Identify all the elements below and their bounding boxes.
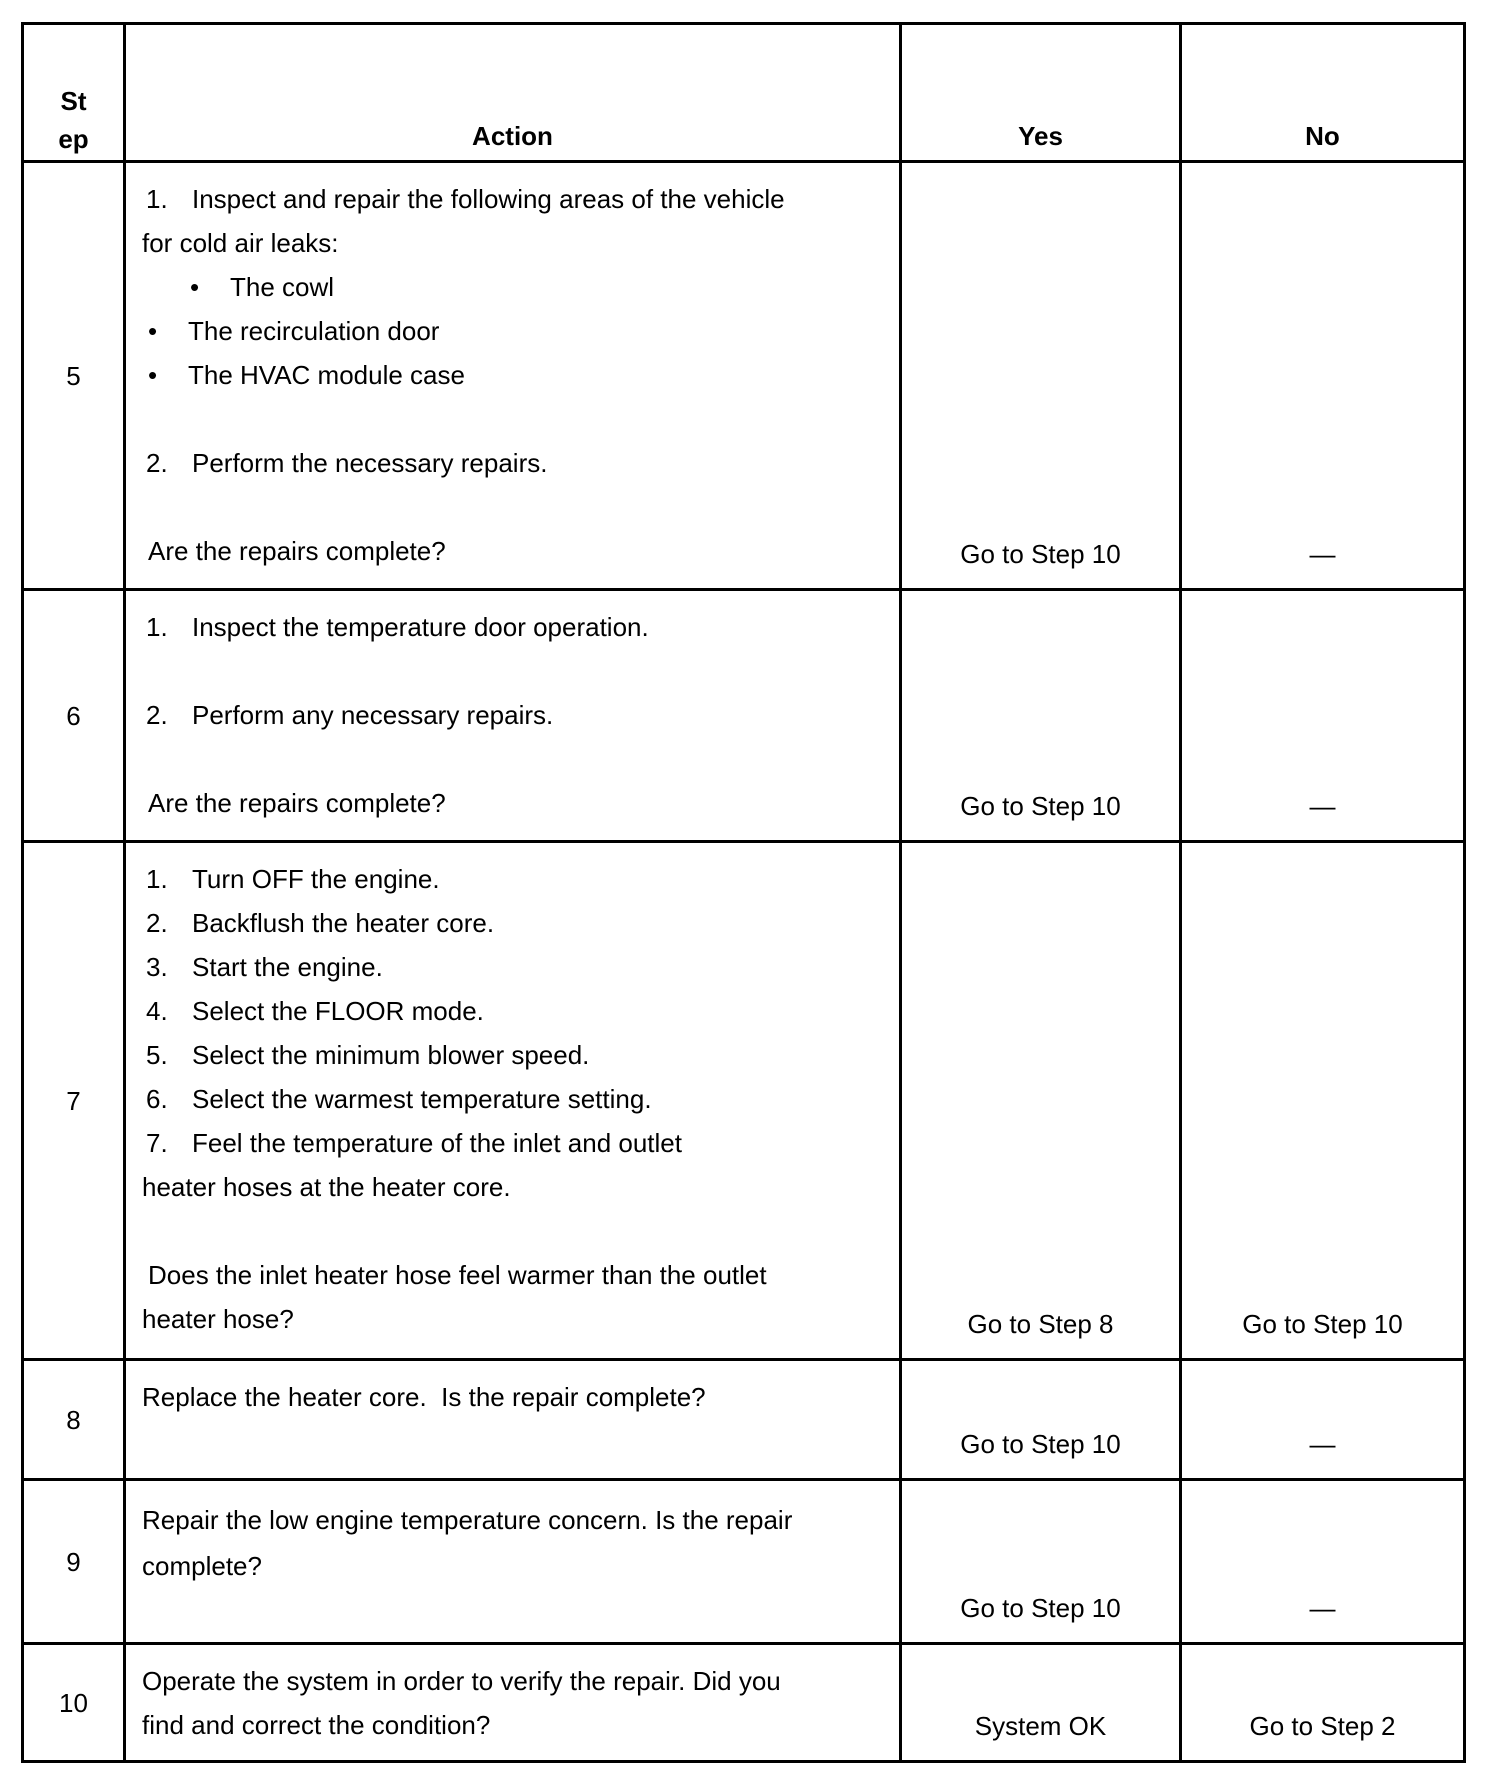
yes-cell: Go to Step 10: [901, 590, 1181, 842]
table-row: [23, 842, 1465, 1360]
action-cell: 1. Inspect and repair the following areas of the vehicle for cold air leaks: • The cowl • The recirculation door • The HVAC module case 2. Perform the necessary repairs. Are the repairs complete?: [125, 162, 901, 590]
question-text-cont: heater hose?: [142, 1304, 294, 1334]
table-row: [23, 1360, 1465, 1480]
action-cell: Replace the heater core. Is the repair complete?: [125, 1360, 901, 1480]
yes-cell: Go to Step 10: [901, 162, 1181, 590]
step-number: 7: [23, 842, 125, 1360]
table-row: [23, 1480, 1465, 1644]
question-text: Are the repairs complete?: [148, 788, 446, 818]
header-no: No: [1181, 24, 1465, 162]
no-cell: Go to Step 2: [1181, 1644, 1465, 1762]
action-cell: Repair the low engine temperature concern. Is the repair complete?: [125, 1480, 901, 1644]
action-cell: 1. Inspect the temperature door operation. 2. Perform any necessary repairs. Are the repairs complete?: [125, 590, 901, 842]
no-cell: —: [1181, 1480, 1465, 1644]
question-text: Are the repairs complete?: [148, 536, 446, 566]
header-row: [23, 24, 1465, 162]
no-cell: Go to Step 10: [1181, 842, 1465, 1360]
step-number: 5: [23, 162, 125, 590]
yes-cell: Go to Step 8: [901, 842, 1181, 1360]
header-yes: Yes: [901, 24, 1181, 162]
action-cell: Operate the system in order to verify the repair. Did you find and correct the condition?: [125, 1644, 901, 1762]
question-text: Does the inlet heater hose feel warmer than the outlet: [148, 1260, 767, 1290]
header-action: Action: [125, 24, 901, 162]
action-cell: 1. Turn OFF the engine. 2. Backflush the heater core. 3. Start the engine. 4. Select the FLOOR mode. 5. Select the minimum blower speed. 6. Select the warmest temperature setting. 7. Feel the temperature of the inlet and outlet heater hoses at the heater core. Does the inlet heater hose feel warmer than the outlet heater hose?: [125, 842, 901, 1360]
header-step: St ep: [23, 24, 125, 162]
table-row: [23, 162, 1465, 590]
no-cell: —: [1181, 590, 1465, 842]
table-row: [23, 590, 1465, 842]
step-number: 8: [23, 1360, 125, 1480]
no-cell: —: [1181, 162, 1465, 590]
step-number: 9: [23, 1480, 125, 1644]
step-number: 10: [23, 1644, 125, 1762]
diagnostic-table: [21, 22, 1466, 1763]
step-number: 6: [23, 590, 125, 842]
no-cell: —: [1181, 1360, 1465, 1480]
table-row: [23, 1644, 1465, 1762]
yes-cell: System OK: [901, 1644, 1181, 1762]
yes-cell: Go to Step 10: [901, 1480, 1181, 1644]
yes-cell: Go to Step 10: [901, 1360, 1181, 1480]
